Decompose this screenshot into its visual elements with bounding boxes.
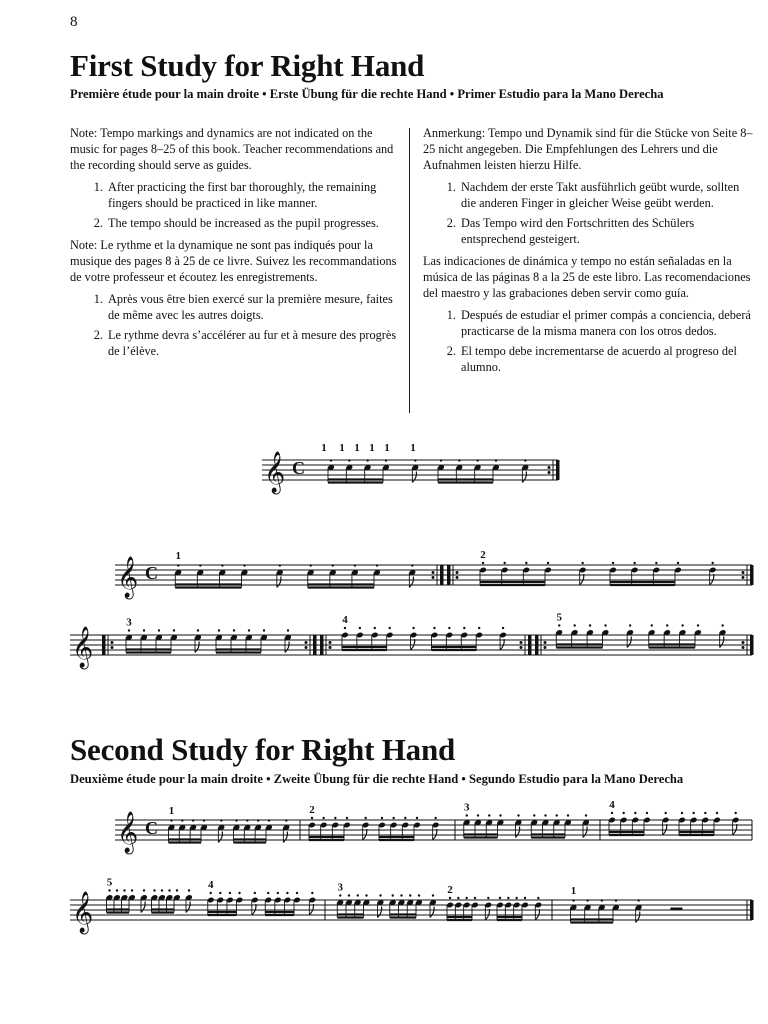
staccato-dot bbox=[544, 814, 546, 816]
page-number: 8 bbox=[70, 14, 78, 30]
staccato-dot bbox=[692, 812, 694, 814]
repeat-dot bbox=[520, 646, 523, 649]
staccato-dot bbox=[612, 562, 614, 564]
note-flag bbox=[430, 907, 434, 918]
repeat-dot bbox=[329, 641, 332, 644]
note-flag bbox=[663, 824, 667, 835]
repeat-dot bbox=[742, 576, 745, 579]
staccato-dot bbox=[478, 627, 480, 629]
staccato-dot bbox=[400, 894, 402, 896]
staccato-dot bbox=[629, 624, 631, 626]
treble-clef-icon: 𝄞 bbox=[117, 812, 139, 852]
staccato-dot bbox=[123, 889, 125, 891]
german-note-item: 2. Das Tempo wird den Fortschritten des Schülers entsprechend gesteigert. bbox=[459, 215, 753, 247]
repeat-dot bbox=[111, 641, 114, 644]
staccato-dot bbox=[533, 814, 535, 816]
note-flag bbox=[535, 909, 539, 920]
staccato-dot bbox=[637, 899, 639, 901]
fingering-number: 1 bbox=[168, 805, 175, 817]
staccato-dot bbox=[322, 817, 324, 819]
repeat-dot bbox=[305, 646, 308, 649]
note-flag bbox=[500, 639, 504, 650]
staccato-dot bbox=[573, 624, 575, 626]
repeat-end-bar bbox=[440, 565, 444, 585]
staccato-dot bbox=[721, 624, 723, 626]
staccato-dot bbox=[173, 629, 175, 631]
staccato-dot bbox=[221, 564, 223, 566]
staccato-dot bbox=[664, 812, 666, 814]
staccato-dot bbox=[697, 624, 699, 626]
note-flag bbox=[627, 637, 631, 648]
staccato-dot bbox=[181, 819, 183, 821]
staccato-dot bbox=[346, 817, 348, 819]
german-note-list bbox=[423, 179, 753, 247]
staccato-dot bbox=[556, 814, 558, 816]
staccato-dot bbox=[279, 564, 281, 566]
staccato-dot bbox=[254, 892, 256, 894]
staccato-dot bbox=[339, 894, 341, 896]
staccato-dot bbox=[432, 894, 434, 896]
staccato-dot bbox=[379, 894, 381, 896]
example-staff bbox=[0, 440, 768, 520]
staccato-dot bbox=[243, 564, 245, 566]
staccato-dot bbox=[615, 899, 617, 901]
spanish-note-item: 1. Después de estudiar el primer compás a conciencia, deberá practicarse de la misma manera con los otros dedos. bbox=[459, 307, 753, 339]
note-flag bbox=[580, 574, 584, 585]
note-flag bbox=[285, 642, 289, 653]
staccato-dot bbox=[354, 564, 356, 566]
staccato-dot bbox=[586, 899, 588, 901]
staccato-dot bbox=[499, 814, 501, 816]
repeat-dot bbox=[456, 576, 459, 579]
repeat-start-bar bbox=[535, 635, 539, 655]
note-flag bbox=[277, 577, 281, 588]
staccato-dot bbox=[517, 814, 519, 816]
staccato-dot bbox=[161, 889, 163, 891]
column-divider bbox=[409, 128, 410, 413]
study1-title: First Study for Right Hand bbox=[70, 48, 425, 83]
staccato-dot bbox=[524, 897, 526, 899]
staccato-dot bbox=[286, 892, 288, 894]
staccato-dot bbox=[285, 819, 287, 821]
repeat-dot bbox=[305, 641, 308, 644]
fingering-number: 1 bbox=[410, 442, 416, 454]
staccato-dot bbox=[716, 812, 718, 814]
repeat-dot bbox=[544, 646, 547, 649]
staccato-dot bbox=[153, 889, 155, 891]
time-signature: C bbox=[145, 563, 158, 583]
staccato-dot bbox=[433, 627, 435, 629]
staccato-dot bbox=[537, 897, 539, 899]
staccato-dot bbox=[392, 817, 394, 819]
staccato-dot bbox=[219, 892, 221, 894]
staccato-dot bbox=[203, 819, 205, 821]
staccato-dot bbox=[476, 459, 478, 461]
staccato-dot bbox=[366, 459, 368, 461]
staccato-dot bbox=[488, 814, 490, 816]
staccato-dot bbox=[503, 562, 505, 564]
fingering-number: 4 bbox=[609, 799, 615, 811]
final-bar bbox=[750, 900, 754, 920]
staccato-dot bbox=[158, 629, 160, 631]
repeat-end-bar bbox=[556, 460, 560, 480]
repeat-dot bbox=[742, 571, 745, 574]
repeat-start-bar bbox=[320, 635, 324, 655]
english-note-list bbox=[70, 179, 400, 231]
staccato-dot bbox=[168, 889, 170, 891]
staccato-dot bbox=[585, 814, 587, 816]
staccato-dot bbox=[589, 624, 591, 626]
staccato-dot bbox=[646, 812, 648, 814]
repeat-dot bbox=[548, 471, 551, 474]
staccato-dot bbox=[457, 897, 459, 899]
staccato-dot bbox=[655, 562, 657, 564]
treble-clef-icon: 𝄞 bbox=[72, 627, 94, 667]
staccato-dot bbox=[440, 459, 442, 461]
german-note-item: 1. Nachdem der erste Takt ausführlich geübt wurde, sollten die anderen Finger in gleicher Weise geübt werden. bbox=[459, 179, 753, 211]
staccato-dot bbox=[268, 819, 270, 821]
note-flag bbox=[195, 642, 199, 653]
staccato-dot bbox=[611, 812, 613, 814]
staccato-dot bbox=[176, 889, 178, 891]
spanish-note: Las indicaciones de dinámica y tempo no están señaladas en la música de las páginas 8 a la 25 de este libro. Las recomendaciones del maestro y las grabaciones deben servir como guía. bbox=[423, 254, 751, 300]
fingering-number: 3 bbox=[337, 881, 343, 894]
study2-subtitle: Deuxième étude pour la main droite • Zweite Übung für die rechte Hand • Segundo Estudio para la Mano Derecha bbox=[70, 772, 684, 786]
study1-subtitle: Première étude pour la main droite • Erste Übung für die rechte Hand • Primer Estudio para la Mano Derecha bbox=[70, 87, 664, 101]
staccato-dot bbox=[257, 819, 259, 821]
note-flag bbox=[522, 472, 526, 483]
note-flag bbox=[309, 904, 313, 915]
repeat-dot bbox=[432, 576, 435, 579]
treble-clef-icon: 𝄞 bbox=[117, 557, 139, 597]
fingering-number: 4 bbox=[208, 879, 214, 891]
staccato-dot bbox=[604, 624, 606, 626]
french-note-list bbox=[70, 291, 400, 359]
note-flag bbox=[252, 904, 256, 915]
treble-clef-icon: 𝄞 bbox=[72, 892, 94, 932]
fingering-number: 2 bbox=[309, 804, 315, 816]
staccato-dot bbox=[711, 562, 713, 564]
staccato-dot bbox=[465, 897, 467, 899]
staccato-dot bbox=[677, 562, 679, 564]
study2-title: Second Study for Right Hand bbox=[70, 732, 456, 767]
fingering-number: 1 bbox=[384, 442, 390, 454]
time-signature: C bbox=[145, 818, 158, 838]
treble-clef-icon: 𝄞 bbox=[264, 452, 286, 492]
staccato-dot bbox=[364, 817, 366, 819]
french-note-item: 1. Après vous être bien exercé sur la première mesure, faites de même avec les autres doigts. bbox=[106, 291, 400, 323]
staccato-dot bbox=[233, 629, 235, 631]
fingering-number: 1 bbox=[175, 550, 181, 562]
german-note: Anmerkung: Tempo und Dynamik sind für die Stücke von Seite 8–25 nicht angegeben. Die Empfehlungen des Lehrers und die Aufnahmen leisten hierzu Hilfe. bbox=[423, 126, 753, 172]
staccato-dot bbox=[499, 897, 501, 899]
staccato-dot bbox=[482, 562, 484, 564]
repeat-dot bbox=[742, 641, 745, 644]
fingering-number: 5 bbox=[556, 611, 562, 624]
staccato-dot bbox=[263, 629, 265, 631]
staccato-dot bbox=[248, 629, 250, 631]
staccato-dot bbox=[296, 892, 298, 894]
note-flag bbox=[485, 909, 489, 920]
staccato-dot bbox=[235, 819, 237, 821]
study2-staff-row2 bbox=[0, 876, 768, 960]
note-flag bbox=[141, 902, 145, 913]
fingering-number: 3 bbox=[126, 616, 132, 629]
staccato-dot bbox=[734, 812, 736, 814]
study2-staff-row1 bbox=[0, 800, 768, 880]
note-flag bbox=[433, 829, 437, 840]
study1-staff-row2 bbox=[0, 611, 768, 695]
staccato-dot bbox=[108, 889, 110, 891]
staccato-dot bbox=[524, 459, 526, 461]
staccato-dot bbox=[622, 812, 624, 814]
repeat-end-bar bbox=[313, 635, 317, 655]
staccato-dot bbox=[458, 459, 460, 461]
staccato-dot bbox=[463, 627, 465, 629]
english-note: Note: Tempo markings and dynamics are not indicated on the music for pages 8–25 of this book. Teacher recommendations and the recording should serve as guides. bbox=[70, 126, 394, 172]
staccato-dot bbox=[515, 897, 517, 899]
staccato-dot bbox=[634, 812, 636, 814]
note-flag bbox=[720, 637, 724, 648]
note-flag bbox=[186, 902, 190, 913]
fingering-number: 1 bbox=[369, 442, 375, 454]
staccato-dot bbox=[502, 627, 504, 629]
staccato-dot bbox=[348, 459, 350, 461]
note-flag bbox=[411, 639, 415, 650]
staccato-dot bbox=[357, 894, 359, 896]
staccato-dot bbox=[374, 627, 376, 629]
note-flag bbox=[583, 827, 587, 838]
staccato-dot bbox=[507, 897, 509, 899]
staccato-dot bbox=[188, 889, 190, 891]
staccato-dot bbox=[197, 629, 199, 631]
fingering-number: 5 bbox=[106, 876, 113, 889]
staccato-dot bbox=[466, 814, 468, 816]
staccato-dot bbox=[434, 817, 436, 819]
staccato-dot bbox=[547, 562, 549, 564]
staccato-dot bbox=[412, 627, 414, 629]
staccato-dot bbox=[311, 817, 313, 819]
spanish-note-list bbox=[423, 307, 753, 375]
staccato-dot bbox=[128, 629, 130, 631]
staccato-dot bbox=[220, 819, 222, 821]
repeat-dot bbox=[456, 571, 459, 574]
fingering-number: 1 bbox=[570, 885, 577, 897]
staccato-dot bbox=[477, 814, 479, 816]
repeat-start-bar bbox=[447, 565, 451, 585]
staccato-dot bbox=[385, 459, 387, 461]
staccato-dot bbox=[199, 564, 201, 566]
note-flag bbox=[378, 907, 382, 918]
staccato-dot bbox=[449, 897, 451, 899]
repeat-end-bar bbox=[528, 635, 532, 655]
staccato-dot bbox=[525, 562, 527, 564]
staccato-dot bbox=[495, 459, 497, 461]
staccato-dot bbox=[558, 624, 560, 626]
staccato-dot bbox=[404, 817, 406, 819]
staccato-dot bbox=[572, 899, 574, 901]
staccato-dot bbox=[287, 629, 289, 631]
staccato-dot bbox=[681, 812, 683, 814]
note-flag bbox=[218, 832, 222, 843]
staccato-dot bbox=[681, 624, 683, 626]
notes-left-column bbox=[70, 125, 400, 365]
staccato-dot bbox=[210, 892, 212, 894]
note-flag bbox=[412, 472, 416, 483]
staccato-dot bbox=[474, 897, 476, 899]
staccato-dot bbox=[334, 817, 336, 819]
staccato-dot bbox=[218, 629, 220, 631]
staccato-dot bbox=[330, 459, 332, 461]
repeat-dot bbox=[544, 641, 547, 644]
staccato-dot bbox=[448, 627, 450, 629]
staccato-dot bbox=[376, 564, 378, 566]
staccato-dot bbox=[131, 889, 133, 891]
fingering-number: 4 bbox=[342, 614, 348, 626]
staccato-dot bbox=[411, 564, 413, 566]
staccato-dot bbox=[487, 897, 489, 899]
time-signature: C bbox=[292, 458, 305, 478]
english-note-item: 2. The tempo should be increased as the pupil progresses. bbox=[106, 215, 400, 231]
repeat-dot bbox=[548, 466, 551, 469]
staccato-dot bbox=[381, 817, 383, 819]
staccato-dot bbox=[277, 892, 279, 894]
repeat-dot bbox=[520, 641, 523, 644]
repeat-dot bbox=[432, 571, 435, 574]
note-flag bbox=[733, 824, 737, 835]
staccato-dot bbox=[344, 627, 346, 629]
staccato-dot bbox=[192, 819, 194, 821]
staccato-dot bbox=[633, 562, 635, 564]
staccato-dot bbox=[567, 814, 569, 816]
staccato-dot bbox=[365, 894, 367, 896]
staccato-dot bbox=[177, 564, 179, 566]
fingering-number: 3 bbox=[464, 801, 470, 814]
staccato-dot bbox=[229, 892, 231, 894]
staccato-dot bbox=[238, 892, 240, 894]
fingering-number: 2 bbox=[447, 884, 453, 896]
note-flag bbox=[516, 827, 520, 838]
french-note: Note: Le rythme et la dynamique ne sont pas indiqués pour la musique des pages 8 à 25 de ce livre. Suivez les recommandations de votre professeur et écoutez les enregistrements. bbox=[70, 238, 397, 284]
staccato-dot bbox=[170, 819, 172, 821]
staccato-dot bbox=[414, 459, 416, 461]
staccato-dot bbox=[348, 894, 350, 896]
spanish-note-item: 2. El tempo debe incrementarse de acuerdo al progreso del alumno. bbox=[459, 343, 753, 375]
staccato-dot bbox=[418, 894, 420, 896]
note-flag bbox=[409, 577, 413, 588]
staccato-dot bbox=[392, 894, 394, 896]
staccato-dot bbox=[143, 889, 145, 891]
english-note-item: 1. After practicing the first bar thoroughly, the remaining fingers should be practiced in like manner. bbox=[106, 179, 400, 211]
note-flag bbox=[710, 574, 714, 585]
staccato-dot bbox=[246, 819, 248, 821]
french-note-item: 2. Le rythme devra s’accélérer au fur et à mesure des progrès de l’élève. bbox=[106, 327, 400, 359]
repeat-start-bar bbox=[102, 635, 106, 655]
repeat-dot bbox=[111, 646, 114, 649]
fingering-number: 1 bbox=[339, 442, 345, 454]
repeat-end-bar bbox=[750, 635, 754, 655]
staccato-dot bbox=[332, 564, 334, 566]
note-flag bbox=[283, 832, 287, 843]
notes-right-column bbox=[423, 125, 753, 381]
study1-staff-row1 bbox=[0, 545, 768, 625]
staccato-dot bbox=[601, 899, 603, 901]
staccato-dot bbox=[416, 817, 418, 819]
staccato-dot bbox=[666, 624, 668, 626]
staccato-dot bbox=[311, 892, 313, 894]
staccato-dot bbox=[116, 889, 118, 891]
fingering-number: 2 bbox=[480, 549, 486, 561]
staccato-dot bbox=[389, 627, 391, 629]
staccato-dot bbox=[704, 812, 706, 814]
repeat-dot bbox=[329, 646, 332, 649]
staccato-dot bbox=[359, 627, 361, 629]
staccato-dot bbox=[267, 892, 269, 894]
staccato-dot bbox=[409, 894, 411, 896]
staccato-dot bbox=[651, 624, 653, 626]
fingering-number: 1 bbox=[354, 442, 360, 454]
staccato-dot bbox=[310, 564, 312, 566]
staccato-dot bbox=[143, 629, 145, 631]
fingering-number: 1 bbox=[321, 442, 327, 454]
staccato-dot bbox=[581, 562, 583, 564]
note-flag bbox=[636, 912, 640, 923]
repeat-dot bbox=[742, 646, 745, 649]
repeat-end-bar bbox=[750, 565, 754, 585]
half-rest bbox=[670, 908, 682, 911]
note-flag bbox=[363, 829, 367, 840]
